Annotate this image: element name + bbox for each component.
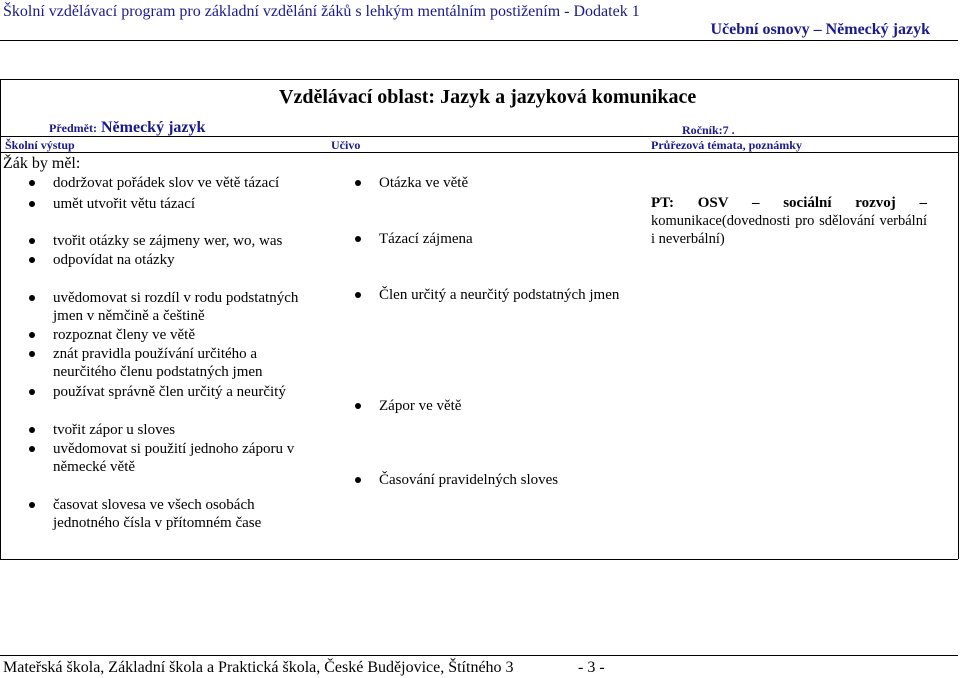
subject-label: Předmět: (49, 121, 97, 135)
column-header-themes: Průřezová témata, poznámky (651, 138, 802, 152)
outcome-item: znát pravidla používání určitého a neurčitého členu podstatných jmen (26, 345, 283, 381)
cross-curricular-text: komunikace(dovednosti pro sdělování verbální i neverbální) (651, 213, 927, 247)
outcome-item: dodržovat pořádek slov ve větě tázací (26, 174, 333, 192)
subject-row (49, 119, 205, 137)
outcome-item: umět utvořit větu tázací (26, 195, 333, 213)
outcome-item: uvědomovat si použití jednoho záporu v německé větě (26, 440, 318, 476)
table-bottom-border (0, 559, 958, 560)
outcome-item: tvořit zápor u sloves (26, 421, 333, 439)
subject-value: Německý jazyk (100, 119, 206, 136)
curriculum-item: Časování pravidelných sloves (352, 471, 639, 489)
curriculum-item: Člen určitý a neurčitý podstatných jmen (352, 286, 649, 304)
section-title: Vzdělávací oblast: Jazyk a jazyková komunikace (279, 86, 697, 108)
outcome-item: používat správně člen určitý a neurčitý (26, 383, 343, 401)
curriculum-item: Otázka ve větě (352, 174, 639, 192)
header-document-title: Školní vzdělávací program pro základní vzdělání žáků s lehkým mentálním postižením - Dodatek 1 (3, 3, 640, 20)
grade-label: Ročník: (682, 123, 723, 137)
pupil-subheading: Žák by měl: (3, 155, 81, 172)
header-section-name: Učební osnovy – Německý jazyk (710, 21, 930, 38)
outcome-item: uvědomovat si rozdíl v rodu podstatných jmen v němčině a češtině (26, 289, 318, 325)
table-right-border (958, 79, 959, 559)
cross-curricular-prefix: PT: OSV – sociální rozvoj – (651, 195, 927, 211)
outcome-item: rozpoznat členy ve větě (26, 326, 318, 344)
header-rule (0, 40, 958, 41)
table-rule-columns (0, 152, 958, 153)
cross-curricular-note (651, 194, 927, 248)
footer-rule (0, 655, 958, 656)
curriculum-item: Zápor ve větě (352, 397, 639, 415)
column-header-curriculum: Učivo (331, 138, 361, 152)
table-top-border (0, 79, 958, 80)
footer-school: Mateřská škola, Základní škola a Praktická škola, České Budějovice, Štítného 3 (3, 659, 514, 676)
outcome-item: časovat slovesa ve všech osobách jednotného čísla v přítomném čase (26, 496, 298, 532)
curriculum-item: Tázací zájmena (352, 230, 639, 248)
outcome-item: odpovídat na otázky (26, 251, 333, 269)
table-left-border (0, 79, 1, 559)
page-number: - 3 - (578, 659, 605, 676)
outcome-item: tvořit otázky se zájmeny wer, wo, was (26, 232, 333, 250)
column-header-outcomes: Školní výstup (5, 138, 75, 152)
grade-row (682, 121, 735, 139)
grade-value: 7 . (722, 123, 735, 137)
